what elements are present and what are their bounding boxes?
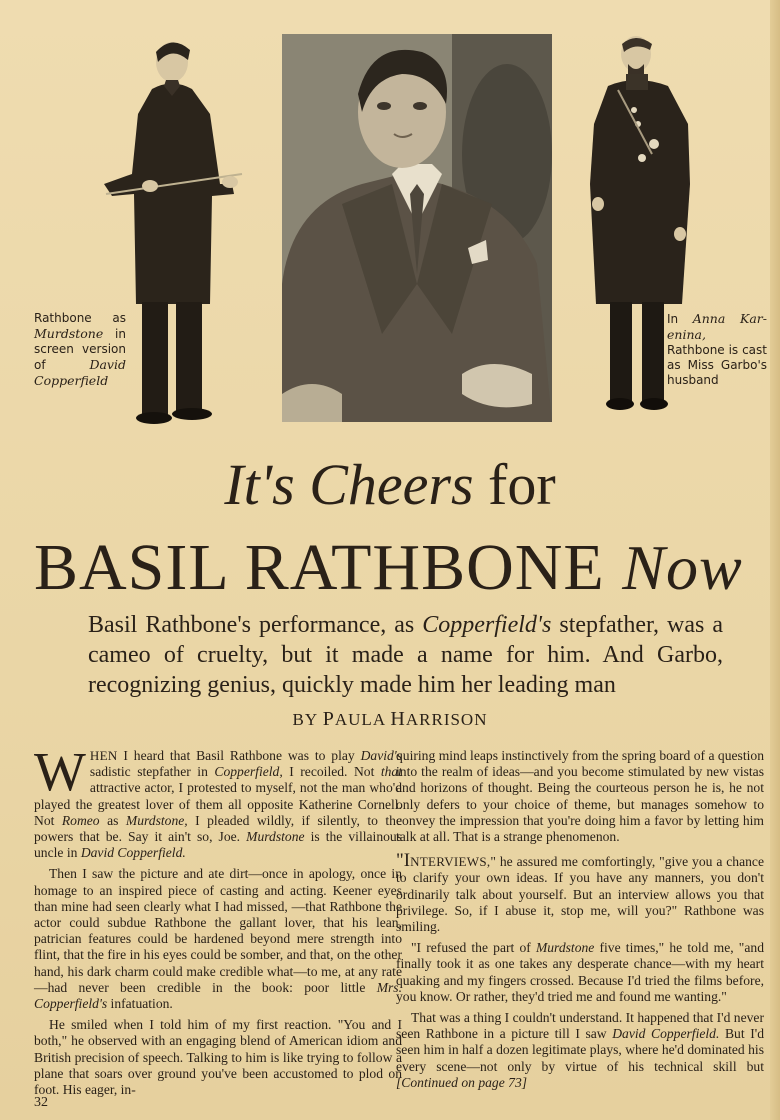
continued-note: [Continued on page 73] xyxy=(396,1074,528,1090)
headline-name: BASIL RATHBONE xyxy=(34,531,605,604)
caption-left-line3: in screen version of xyxy=(34,327,126,372)
caption-right xyxy=(667,311,767,388)
paragraph: He smiled when I told him of my first reaction. "You and I both," he observed with an engaging blend of American idiom and British precision of speech. Talking to him is like trying to follow a plane that soars over ground you've been accustomed to plod on foot. His eager, in- xyxy=(34,1017,402,1098)
article-column-left xyxy=(34,741,403,1103)
byline-arrison: ARRISON xyxy=(405,710,488,729)
headline-now: Now xyxy=(622,532,743,603)
headline-line1 xyxy=(0,452,780,518)
headline-its: It's xyxy=(224,452,295,517)
caption-left-line1: Rathbone as xyxy=(34,311,126,325)
caption-left-film: David Copperfield xyxy=(34,357,126,388)
drop-cap: W xyxy=(34,741,86,802)
headline-line2 xyxy=(34,528,774,608)
paragraph: Then I saw the picture and ate dirt—once in apology, once in homage to an inspired piece of casting and acting. Keener eyes than mine had seen clearly what I had missed, —that Rathbone the actor could subdue Rathbone the gallant lover, that his lean, patrician features could be hardened beyond mere strength into flint, that the fire in his eyes could be somber, and that, on the other hand, his dark charm could make credible what—to me, at any rate—had never been credible in the book: poor little Mrs. Copperfield's infatuation. xyxy=(34,866,402,1012)
caption-right-line3: Rathbone is cast as Miss Garbo's husband xyxy=(667,343,767,387)
article-deck xyxy=(88,610,723,700)
paragraph: "I refused the part of Murdstone five times," he told me, "and finally took it as one takes any desperate chance—with my heart quaking and my fingers crossed. Because I'd tried the films before, you know. Or rather, they'd tried me and found me wanting." xyxy=(396,940,764,1004)
byline xyxy=(0,708,780,731)
caption-left-role: Murdstone xyxy=(34,326,104,341)
photo-portrait xyxy=(282,34,552,422)
paragraph: WHEN I heard that Basil Rathbone was to play David's sadistic stepfather in Copperfield, I recoiled. Not that attractive actor, I protested to myself, not the man who'd played the greatest lover of them all opposite Katherine Cornell. Not Romeo as Murdstone, I pleaded wildly, if silently, to the powers that be. Say it ain't so, Joe. Murdstone is the villainous uncle in David Copperfield. xyxy=(34,741,403,861)
byline-by: BY xyxy=(292,710,318,729)
deck-part-c: stepfather, was a cameo of cruelty, but it made a name for him. And Garbo, recognizing genius, quickly made him her leading man xyxy=(88,612,724,698)
byline-p: P xyxy=(322,708,335,730)
byline-aula: AULA xyxy=(334,710,386,729)
caption-right-line1: In xyxy=(667,312,679,326)
page-number: 32 xyxy=(34,1095,48,1110)
page-edge xyxy=(770,0,780,1120)
quote-cap: "I xyxy=(396,850,411,872)
paragraph: "INTERVIEWS," he assured me comfortingly, "give you a chance to clarify your own ideas. If you have any manners, you don't ordinarily talk about yourself. But an interview allows you that privilege. So, if I abuse it, stop me, will you?" Rathbone was smiling. xyxy=(396,850,764,935)
paragraph: quiring mind leaps instinctively from the spring board of a question into the realm of ideas—and you become stimulated by new vistas and horizons of thought. Being the courteous person he is, he not only defers to your choice of theme, but manages somehow to convey the impression that you're doing him a favor by letting him talk at all. That is a strange phenomenon. xyxy=(396,748,764,845)
headline-cheers: Cheers xyxy=(309,452,474,517)
headline-for: for xyxy=(488,452,556,517)
caption-left xyxy=(34,311,126,389)
byline-h: H xyxy=(390,708,406,730)
deck-part-a: Basil Rathbone's performance, as xyxy=(88,612,415,638)
caption-right-film: Anna Kar-enina, xyxy=(667,311,767,342)
deck-part-b: Copperfield's xyxy=(422,612,552,638)
article-column-right xyxy=(396,748,764,1096)
paragraph: That was a thing I couldn't understand. It happened that I'd never seen Rathbone in a picture till I saw David Copperfield. But I'd seen him in half a dozen legitimate plays, where he'd dominated his every scene—not only by virtue of his technical skill but [Continued on page 73] xyxy=(396,1010,764,1090)
